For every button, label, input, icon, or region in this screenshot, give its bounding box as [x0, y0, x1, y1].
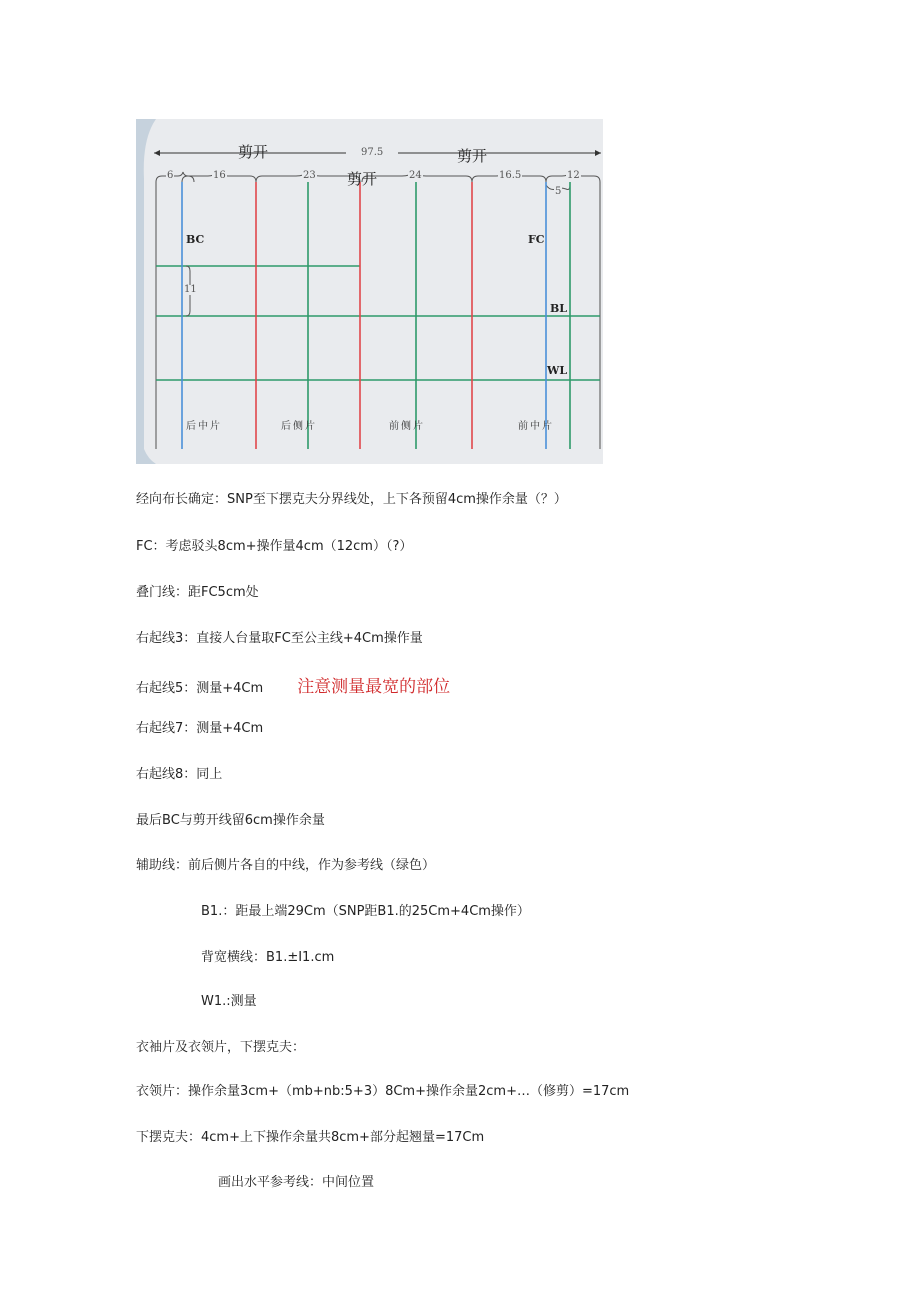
marker-fc: FC — [528, 233, 545, 246]
side-dim-11: 11 — [184, 284, 197, 295]
cut-label-middle: 剪开 — [347, 170, 378, 188]
text-line-4: 右起线3：直接人台量取FC至公主线+4Cm操作量 — [136, 631, 423, 646]
text-line-11: 背宽横线：B1.±I1.cm — [201, 950, 335, 965]
text-line-9: 辅助线：前后侧片各自的中线，作为参考线（绿色） — [136, 858, 436, 873]
text-line-1: 经向布长确定：SNP至下摆克夫分界线处，上下各预留4cm操作余量（？） — [136, 492, 567, 507]
text-line-5: 右起线5：测量+4Cm — [136, 681, 264, 696]
width-label-23: 23 — [303, 170, 316, 181]
figure-edge-shade — [136, 119, 156, 464]
cut-label-left: 剪开 — [238, 143, 269, 161]
text-line-5-row — [136, 677, 450, 697]
brace-6 — [156, 172, 194, 182]
text-line-3: 叠门线：距FC5cm处 — [136, 585, 259, 600]
arrowhead-right — [595, 150, 601, 156]
text-line-15: 下摆克夫：4cm+上下操作余量共8cm+部分起翘量=17Cm — [136, 1130, 485, 1145]
marker-bc: BC — [186, 233, 205, 246]
text-line-16: 画出水平参考线：中间位置 — [218, 1175, 375, 1190]
text-line-2: FC：考虑驳头8cm+操作量4cm（12cm）（?） — [136, 539, 413, 554]
width-label-24: 24 — [409, 170, 422, 181]
piece-front-center: 前中片 — [518, 421, 554, 432]
marker-wl: WL — [547, 364, 568, 377]
text-line-12: W1.:测量 — [201, 994, 257, 1009]
pattern-diagram — [136, 119, 603, 464]
text-line-10: B1.：距最上端29Cm（SNP距B1.的25Cm+4Cm操作） — [201, 904, 530, 919]
piece-back-side: 后侧片 — [281, 421, 317, 432]
total-width-label: 97.5 — [361, 147, 384, 158]
marker-bl: BL — [550, 302, 568, 315]
width-label-5: 5 — [555, 186, 562, 197]
width-label-6: 6 — [167, 170, 174, 181]
text-line-13: 衣袖片及衣领片，下摆克夫： — [136, 1040, 306, 1055]
width-label-16: 16 — [213, 170, 226, 181]
arrowhead-left — [154, 150, 160, 156]
cut-label-right: 剪开 — [457, 147, 488, 165]
text-line-7: 右起线8：同上 — [136, 767, 223, 782]
width-label-16-5: 16.5 — [499, 170, 522, 181]
red-note: 注意测量最宽的部位 — [297, 677, 451, 697]
text-line-8: 最后BC与剪开线留6cm操作余量 — [136, 813, 325, 828]
text-line-14: 衣领片：操作余量3cm+（mb+nb:5+3）8Cm+操作余量2cm+…（修剪）=17cm — [136, 1084, 630, 1099]
piece-back-center: 后中片 — [186, 421, 222, 432]
width-label-12: 12 — [567, 170, 580, 181]
text-line-6: 右起线7：测量+4Cm — [136, 721, 264, 736]
piece-front-side: 前侧片 — [389, 421, 425, 432]
